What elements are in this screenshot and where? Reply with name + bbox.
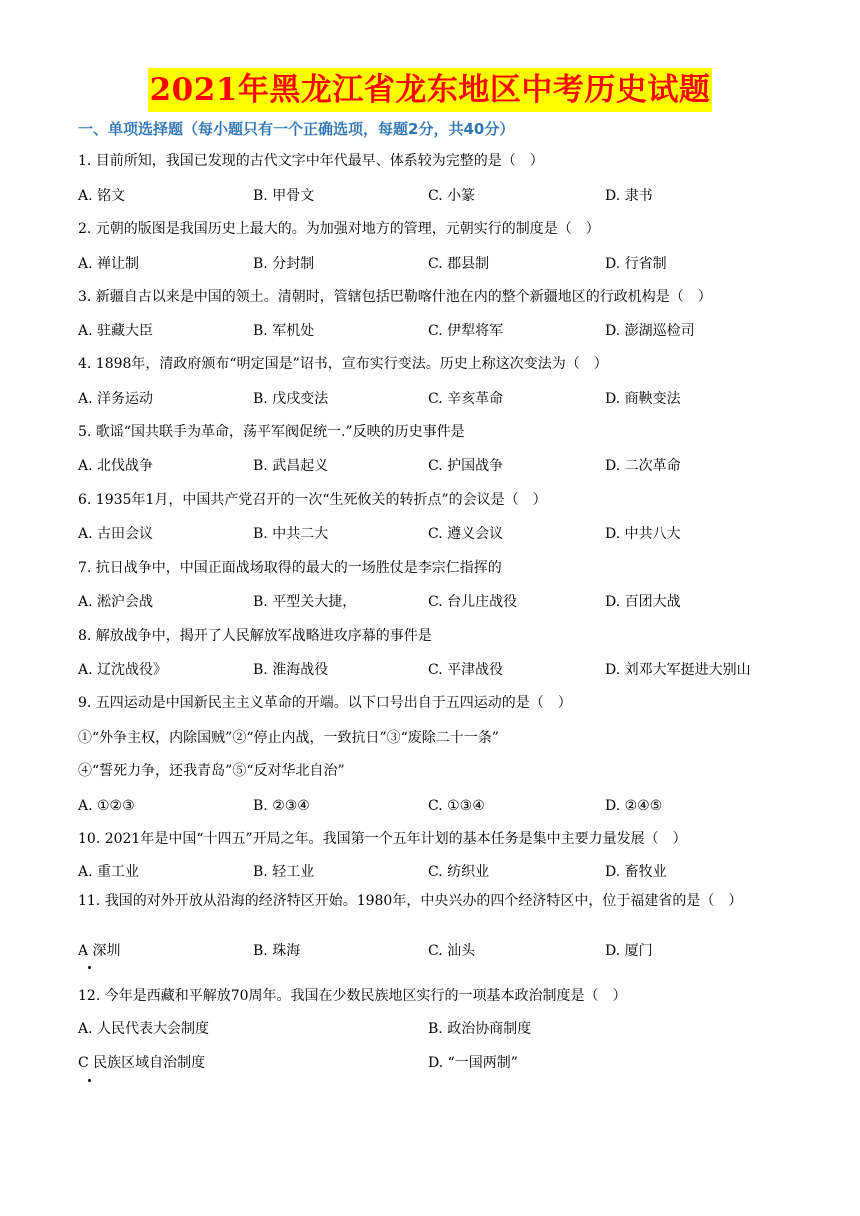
bullet-dot (88, 966, 91, 969)
question-2-option-d: D. 行省制 (605, 256, 667, 272)
question-11-option-b: B. 珠海 (253, 943, 301, 959)
question-6-stem: 6. 1935年1月，中国共产党召开的一次“生死攸关的转折点”的会议是（ ） (78, 492, 547, 508)
question-11-option-d: D. 厦门 (605, 943, 653, 959)
question-5-option-b: B. 武昌起义 (253, 458, 329, 474)
question-4-option-b: B. 戊戌变法 (253, 391, 329, 407)
question-1-stem: 1. 目前所知，我国已发现的古代文字中年代最早、体系较为完整的是（ ） (78, 153, 544, 169)
question-11-option-c: C. 汕头 (428, 943, 476, 959)
question-9-option-d: D. ②④⑤ (605, 798, 663, 814)
question-6-option-d: D. 中共八大 (605, 526, 681, 542)
question-10-option-d: D. 畜牧业 (605, 864, 667, 880)
bullet-dot (88, 1079, 91, 1082)
question-8-option-d: D. 刘邓大军挺进大别山 (605, 662, 751, 678)
question-8-option-a: A. 辽沈战役》 (78, 662, 168, 678)
section-heading: 一、单项选择题（每小题只有一个正确选项，每题2分，共40分） (78, 120, 515, 138)
question-10-stem: 10. 2021年是中国“十四五”开局之年。我国第一个五年计划的基本任务是集中主要力量发展（ ） (78, 831, 687, 847)
question-12-option-b: B. 政治协商制度 (428, 1021, 532, 1037)
question-7-option-a: A. 淞沪会战 (78, 594, 154, 610)
question-8-option-c: C. 平津战役 (428, 662, 504, 678)
question-4-option-d: D. 商鞅变法 (605, 391, 681, 407)
question-2-stem: 2. 元朝的版图是我国历史上最大的。为加强对地方的管理，元朝实行的制度是（ ） (78, 221, 600, 237)
question-10-option-a: A. 重工业 (78, 864, 140, 880)
question-11-stem: 11. 我国的对外开放从沿海的经济特区开始。1980年，中央兴办的四个经济特区中，位于福建省的是（ ） (78, 893, 743, 909)
title-wrap (0, 68, 860, 112)
question-4-option-a: A. 洋务运动 (78, 391, 154, 407)
question-10-option-c: C. 纺织业 (428, 864, 490, 880)
question-9-slogans-line-2: ④“誓死力争，还我青岛”⑤“反对华北自治” (78, 763, 345, 779)
question-7-option-d: D. 百团大战 (605, 594, 681, 610)
question-12-option-d: D. “一国两制” (428, 1055, 518, 1071)
question-3-stem: 3. 新疆自古以来是中国的领土。清朝时，管辖包括巴勒喀什池在内的整个新疆地区的行政机构是（ ） (78, 289, 712, 305)
question-7-stem: 7. 抗日战争中，中国正面战场取得的最大的一场胜仗是李宗仁指挥的 (78, 560, 502, 576)
question-4-option-c: C. 辛亥革命 (428, 391, 504, 407)
question-9-option-a: A. ①②③ (78, 798, 135, 814)
question-7-option-c: C. 台儿庄战役 (428, 594, 518, 610)
question-6-option-a: A. 古田会议 (78, 526, 154, 542)
question-5-option-d: D. 二次革命 (605, 458, 681, 474)
question-3-option-c: C. 伊犁将军 (428, 323, 504, 339)
question-5-stem: 5. 歌谣“国共联手为革命，荡平军阀促统一.”反映的历史事件是 (78, 424, 465, 440)
question-6-option-b: B. 中共二大 (253, 526, 329, 542)
question-1-option-a: A. 铭文 (78, 188, 126, 204)
question-7-option-b: B. 平型关大捷， (253, 594, 357, 610)
question-2-option-a: A. 禅让制 (78, 256, 140, 272)
question-2-option-b: B. 分封制 (253, 256, 315, 272)
question-12-option-c: C 民族区域自治制度 (78, 1055, 206, 1071)
question-2-option-c: C. 郡县制 (428, 256, 490, 272)
question-4-stem: 4. 1898年，清政府颁布“明定国是”诏书，宣布实行变法。历史上称这次变法为（ ） (78, 356, 608, 372)
question-8-option-b: B. 淮海战役 (253, 662, 329, 678)
page-title: 2021年黑龙江省龙东地区中考历史试题 (148, 68, 713, 112)
question-9-option-b: B. ②③④ (253, 798, 310, 814)
question-9-slogans-line-1: ①“外争主权，内除国贼”②“停止内战，一致抗日”③“废除二十一条” (78, 730, 499, 746)
question-9-option-c: C. ①③④ (428, 798, 485, 814)
question-11-option-a: A 深圳 (78, 943, 121, 959)
question-3-option-b: B. 军机处 (253, 323, 315, 339)
question-1-option-c: C. 小篆 (428, 188, 476, 204)
question-1-option-b: B. 甲骨文 (253, 188, 315, 204)
question-5-option-a: A. 北伐战争 (78, 458, 154, 474)
question-12-option-a: A. 人民代表大会制度 (78, 1021, 210, 1037)
question-10-option-b: B. 轻工业 (253, 864, 315, 880)
question-3-option-d: D. 澎湖巡检司 (605, 323, 695, 339)
question-6-option-c: C. 遵义会议 (428, 526, 504, 542)
question-5-option-c: C. 护国战争 (428, 458, 504, 474)
question-3-option-a: A. 驻藏大臣 (78, 323, 154, 339)
question-9-stem: 9. 五四运动是中国新民主主义革命的开端。以下口号出自于五四运动的是（ ） (78, 695, 572, 711)
question-12-stem: 12. 今年是西藏和平解放70周年。我国在少数民族地区实行的一项基本政治制度是（ ） (78, 988, 627, 1004)
question-1-option-d: D. 隶书 (605, 188, 653, 204)
question-8-stem: 8. 解放战争中，揭开了人民解放军战略进攻序幕的事件是 (78, 628, 432, 644)
